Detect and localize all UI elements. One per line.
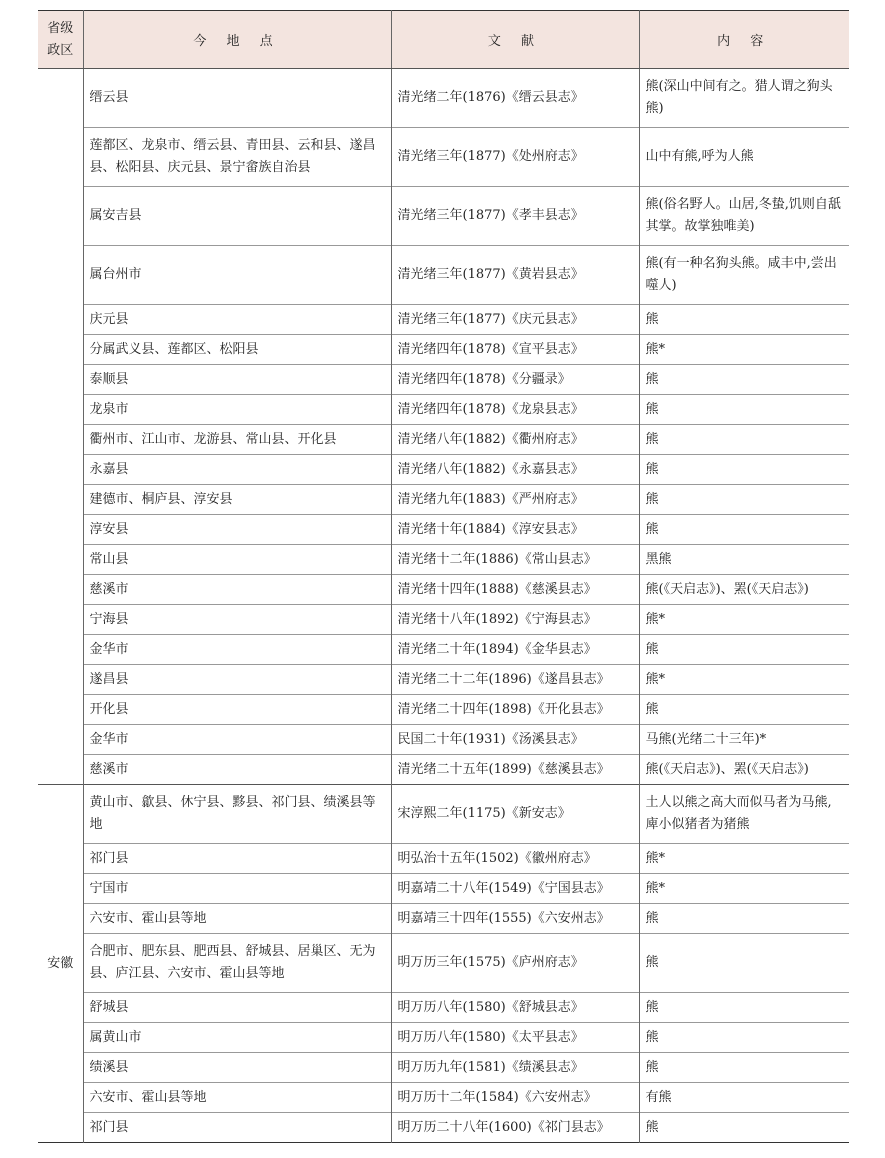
content-cell: 熊(《天启志》)、罴(《天启志》)	[639, 575, 849, 605]
content-cell: 熊	[639, 1023, 849, 1053]
document-cell: 清光绪二十二年(1896)《遂昌县志》	[391, 665, 639, 695]
table-row	[38, 305, 849, 335]
table-row	[38, 1023, 849, 1053]
place-cell: 慈溪市	[83, 755, 391, 785]
place-cell: 泰顺县	[83, 365, 391, 395]
document-cell: 清光绪九年(1883)《严州府志》	[391, 485, 639, 515]
content-cell: 熊	[639, 993, 849, 1023]
province-cell	[38, 69, 83, 785]
header-province: 省级 政区	[38, 11, 83, 69]
document-cell: 明万历八年(1580)《舒城县志》	[391, 993, 639, 1023]
table-row	[38, 545, 849, 575]
content-cell: 熊	[639, 934, 849, 993]
table-row	[38, 1083, 849, 1113]
content-cell: 熊	[639, 904, 849, 934]
table-row	[38, 665, 849, 695]
content-cell: 熊(深山中间有之。猎人谓之狗头熊)	[639, 69, 849, 128]
document-cell: 清光绪四年(1878)《龙泉县志》	[391, 395, 639, 425]
place-cell: 龙泉市	[83, 395, 391, 425]
table-row	[38, 635, 849, 665]
place-cell: 六安市、霍山县等地	[83, 1083, 391, 1113]
table-row	[38, 605, 849, 635]
table-row	[38, 515, 849, 545]
place-cell: 绩溪县	[83, 1053, 391, 1083]
document-cell: 明万历八年(1580)《太平县志》	[391, 1023, 639, 1053]
place-cell: 舒城县	[83, 993, 391, 1023]
document-cell: 清光绪三年(1877)《黄岩县志》	[391, 246, 639, 305]
place-cell: 淳安县	[83, 515, 391, 545]
content-cell: 黑熊	[639, 545, 849, 575]
table-row	[38, 785, 849, 844]
place-cell: 属安吉县	[83, 187, 391, 246]
place-cell: 属黄山市	[83, 1023, 391, 1053]
place-cell: 建德市、桐庐县、淳安县	[83, 485, 391, 515]
document-cell: 清光绪二年(1876)《缙云县志》	[391, 69, 639, 128]
document-cell: 清光绪三年(1877)《孝丰县志》	[391, 187, 639, 246]
content-cell: 熊	[639, 365, 849, 395]
place-cell: 金华市	[83, 725, 391, 755]
content-cell: 熊	[639, 395, 849, 425]
document-cell: 明万历三年(1575)《庐州府志》	[391, 934, 639, 993]
table-row	[38, 934, 849, 993]
place-cell: 祁门县	[83, 1113, 391, 1143]
document-cell: 清光绪十四年(1888)《慈溪县志》	[391, 575, 639, 605]
document-cell: 清光绪三年(1877)《庆元县志》	[391, 305, 639, 335]
content-cell: 熊*	[639, 844, 849, 874]
document-cell: 清光绪四年(1878)《宣平县志》	[391, 335, 639, 365]
content-cell: 熊	[639, 455, 849, 485]
document-cell: 清光绪二十五年(1899)《慈溪县志》	[391, 755, 639, 785]
header-document: 文 献	[391, 11, 639, 69]
table-row	[38, 425, 849, 455]
content-cell: 熊	[639, 1113, 849, 1143]
place-cell: 慈溪市	[83, 575, 391, 605]
place-cell: 合肥市、肥东县、肥西县、舒城县、居巢区、无为县、庐江县、六安市、霍山县等地	[83, 934, 391, 993]
content-cell: 熊	[639, 635, 849, 665]
table-row	[38, 874, 849, 904]
place-cell: 金华市	[83, 635, 391, 665]
content-cell: 有熊	[639, 1083, 849, 1113]
table-row	[38, 246, 849, 305]
place-cell: 常山县	[83, 545, 391, 575]
place-cell: 庆元县	[83, 305, 391, 335]
place-cell: 宁海县	[83, 605, 391, 635]
document-cell: 清光绪四年(1878)《分疆录》	[391, 365, 639, 395]
table-row	[38, 904, 849, 934]
content-cell: 熊	[639, 515, 849, 545]
table-row	[38, 365, 849, 395]
province-cell: 安徽	[38, 785, 83, 1143]
header-row	[38, 11, 849, 69]
document-cell: 清光绪二十四年(1898)《开化县志》	[391, 695, 639, 725]
content-cell: 山中有熊,呼为人熊	[639, 128, 849, 187]
table-row	[38, 844, 849, 874]
table-row	[38, 69, 849, 128]
content-cell: 土人以熊之高大而似马者为马熊,庳小似猪者为猪熊	[639, 785, 849, 844]
place-cell: 宁国市	[83, 874, 391, 904]
content-cell: 熊	[639, 1053, 849, 1083]
header-content: 内 容	[639, 11, 849, 69]
content-cell: 熊*	[639, 335, 849, 365]
place-cell: 祁门县	[83, 844, 391, 874]
document-cell: 清光绪二十年(1894)《金华县志》	[391, 635, 639, 665]
document-cell: 明嘉靖二十八年(1549)《宁国县志》	[391, 874, 639, 904]
header-place: 今 地 点	[83, 11, 391, 69]
document-cell: 民国二十年(1931)《汤溪县志》	[391, 725, 639, 755]
content-cell: 熊(俗名野人。山居,冬蛰,饥则自舐其掌。故掌独唯美)	[639, 187, 849, 246]
place-cell: 开化县	[83, 695, 391, 725]
content-cell: 熊	[639, 485, 849, 515]
document-cell: 清光绪十年(1884)《淳安县志》	[391, 515, 639, 545]
content-cell: 熊	[639, 305, 849, 335]
document-cell: 明弘治十五年(1502)《徽州府志》	[391, 844, 639, 874]
content-cell: 熊*	[639, 874, 849, 904]
table-row	[38, 128, 849, 187]
document-cell: 清光绪十八年(1892)《宁海县志》	[391, 605, 639, 635]
table-row	[38, 1053, 849, 1083]
table-row	[38, 725, 849, 755]
place-cell: 衢州市、江山市、龙游县、常山县、开化县	[83, 425, 391, 455]
content-cell: 熊(《天启志》)、罴(《天启志》)	[639, 755, 849, 785]
records-table	[38, 10, 849, 1143]
table-row	[38, 755, 849, 785]
place-cell: 永嘉县	[83, 455, 391, 485]
content-cell: 熊	[639, 425, 849, 455]
content-cell: 熊(有一种名狗头熊。咸丰中,尝出噬人)	[639, 246, 849, 305]
document-cell: 宋淳熙二年(1175)《新安志》	[391, 785, 639, 844]
document-cell: 清光绪八年(1882)《永嘉县志》	[391, 455, 639, 485]
table-row	[38, 335, 849, 365]
table-row	[38, 1113, 849, 1143]
content-cell: 熊	[639, 695, 849, 725]
place-cell: 遂昌县	[83, 665, 391, 695]
content-cell: 马熊(光绪二十三年)*	[639, 725, 849, 755]
table-row	[38, 993, 849, 1023]
place-cell: 缙云县	[83, 69, 391, 128]
table-row	[38, 395, 849, 425]
document-cell: 清光绪八年(1882)《衢州府志》	[391, 425, 639, 455]
document-cell: 清光绪三年(1877)《处州府志》	[391, 128, 639, 187]
document-cell: 清光绪十二年(1886)《常山县志》	[391, 545, 639, 575]
place-cell: 属台州市	[83, 246, 391, 305]
place-cell: 分属武义县、莲都区、松阳县	[83, 335, 391, 365]
document-cell: 明万历二十八年(1600)《祁门县志》	[391, 1113, 639, 1143]
document-cell: 明万历九年(1581)《绩溪县志》	[391, 1053, 639, 1083]
place-cell: 六安市、霍山县等地	[83, 904, 391, 934]
content-cell: 熊*	[639, 665, 849, 695]
table-row	[38, 187, 849, 246]
content-cell: 熊*	[639, 605, 849, 635]
place-cell: 莲都区、龙泉市、缙云县、青田县、云和县、遂昌县、松阳县、庆元县、景宁畲族自治县	[83, 128, 391, 187]
table-row	[38, 455, 849, 485]
document-cell: 明嘉靖三十四年(1555)《六安州志》	[391, 904, 639, 934]
table-row	[38, 485, 849, 515]
table-row	[38, 695, 849, 725]
document-cell: 明万历十二年(1584)《六安州志》	[391, 1083, 639, 1113]
table-row	[38, 575, 849, 605]
place-cell: 黄山市、歙县、休宁县、黟县、祁门县、绩溪县等地	[83, 785, 391, 844]
